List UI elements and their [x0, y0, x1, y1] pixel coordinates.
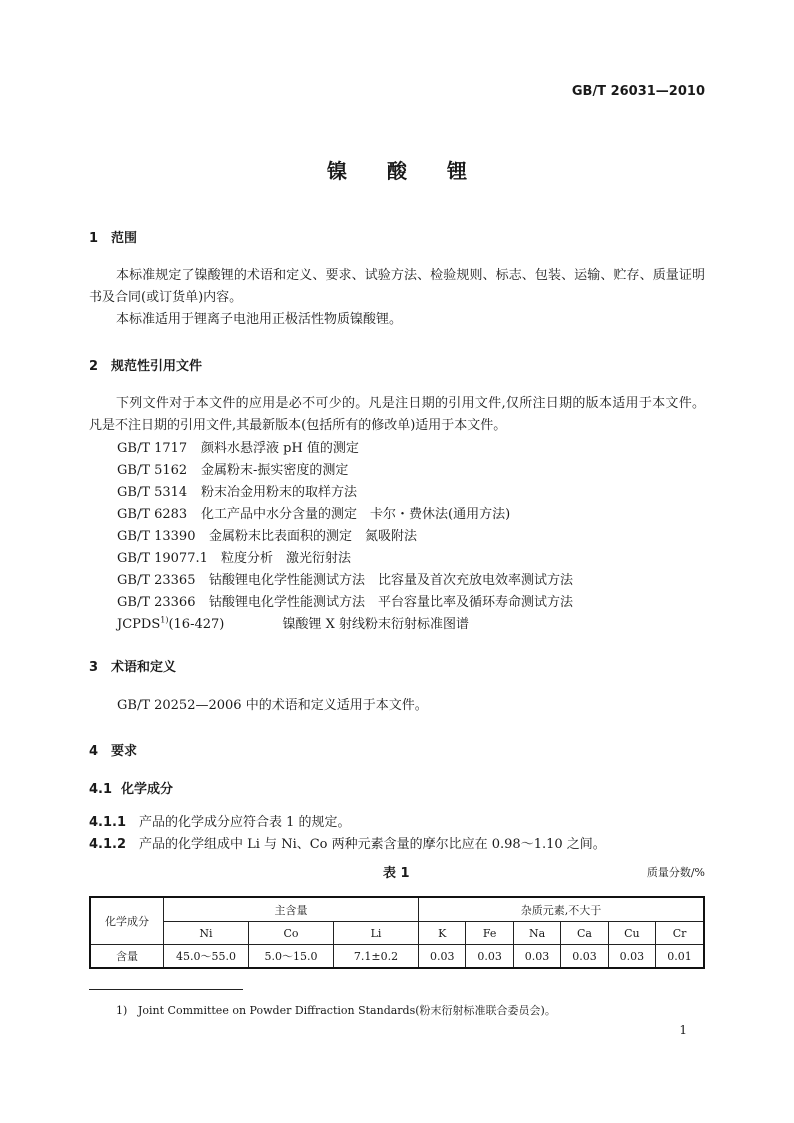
reference-title: 颜料水悬浮液 pH 值的测定 [201, 441, 359, 456]
subsection-title: 化学成分 [121, 782, 174, 797]
table-cell: 0.03 [513, 945, 560, 969]
table-col-header: Cu [608, 922, 655, 945]
section-3-heading [89, 656, 176, 675]
reference-title: 钴酸锂电化学性能测试方法 比容量及首次充放电效率测试方法 [209, 573, 574, 588]
reference-code: JCPDS [117, 617, 161, 632]
subsection-number: 4.1 [89, 782, 113, 797]
section-number: 4 [89, 744, 99, 759]
table-col-header: K [419, 922, 466, 945]
table-unit: 质量分数/% [646, 866, 705, 879]
section-2-heading [89, 355, 202, 374]
page-title: 镍酸锂 [327, 159, 507, 183]
reference-code: GB/T 23366 [117, 595, 196, 610]
section-title: 规范性引用文件 [111, 359, 203, 374]
table-group-header: 杂质元素,不大于 [419, 897, 705, 922]
section-3-body: GB/T 20252—2006 中的术语和定义适用于本文件。 [117, 698, 428, 713]
section-4-heading [89, 740, 137, 759]
section-1-body [89, 265, 705, 331]
table-col-header: Ca [561, 922, 608, 945]
reference-code: GB/T 19077.1 [117, 551, 208, 566]
table-col-header: Co [249, 922, 334, 945]
clause-number: 4.1.1 [89, 815, 127, 830]
reference-title: 钴酸锂电化学性能测试方法 平台容量比率及循环寿命测试方法 [209, 595, 574, 610]
reference-item [117, 591, 573, 610]
footnote-mark: 1) [116, 1004, 128, 1017]
table-cell: 0.01 [656, 945, 704, 969]
paragraph: 下列文件对于本文件的应用是必不可少的。凡是注日期的引用文件,仅所注日期的版本适用于本文件。凡是不注日期的引用文件,其最新版本(包括所有的修改单)适用于本文件。 [89, 396, 705, 433]
table-cell: 0.03 [561, 945, 608, 969]
footnote [116, 1002, 556, 1018]
table-cell: 0.03 [608, 945, 655, 969]
clause-text: 产品的化学成分应符合表 1 的规定。 [139, 815, 351, 830]
reference-code: GB/T 1717 [117, 441, 188, 456]
table-cell: 0.03 [419, 945, 466, 969]
reference-item [117, 481, 357, 500]
table-cell: 7.1±0.2 [334, 945, 419, 969]
table-col-header: Na [513, 922, 560, 945]
table-col-header: Ni [164, 922, 249, 945]
reference-code-suffix: (16-427) [168, 617, 225, 632]
reference-code: GB/T 5162 [117, 463, 188, 478]
clause-4-1-2 [89, 833, 606, 852]
clause-4-1-1 [89, 811, 351, 830]
reference-code: GB/T 13390 [117, 529, 196, 544]
reference-title: 粒度分析 激光衍射法 [221, 551, 352, 566]
footnote-ref: 1) [160, 615, 169, 625]
table-row-label: 含量 [90, 945, 164, 969]
section-title: 范围 [111, 231, 138, 246]
section-number: 1 [89, 231, 99, 246]
section-number: 3 [89, 660, 99, 675]
reference-code: GB/T 5314 [117, 485, 188, 500]
table-caption: 表 1 [383, 866, 410, 881]
table-col-header: Fe [466, 922, 513, 945]
table-col-header: Cr [656, 922, 704, 945]
clause-number: 4.1.2 [89, 837, 127, 852]
table-col-header: Li [334, 922, 419, 945]
reference-title: 金属粉末比表面积的测定 氮吸附法 [209, 529, 418, 544]
footnote-text: Joint Committee on Powder Diffraction Standards(粉末衍射标准联合委员会)。 [138, 1004, 556, 1017]
chemical-composition-table [89, 896, 705, 969]
reference-item [117, 437, 359, 456]
reference-code: GB/T 6283 [117, 507, 188, 522]
standard-number: GB/T 26031—2010 [571, 84, 705, 99]
reference-title: 镍酸锂 X 射线粉末衍射标准图谱 [282, 617, 469, 632]
table-row-header: 化学成分 [90, 897, 164, 945]
table-cell: 0.03 [466, 945, 513, 969]
reference-item [117, 525, 417, 544]
table-cell: 5.0～15.0 [249, 945, 334, 969]
reference-item [117, 503, 510, 522]
section-title: 术语和定义 [111, 660, 177, 675]
reference-code: GB/T 23365 [117, 573, 196, 588]
table-group-header: 主含量 [164, 897, 419, 922]
section-2-intro [89, 393, 705, 437]
reference-title: 化工产品中水分含量的测定 卡尔・费休法(通用方法) [201, 507, 511, 522]
paragraph: 本标准规定了镍酸锂的术语和定义、要求、试验方法、检验规则、标志、包装、运输、贮存、质量证明书及合同(或订货单)内容。 [89, 268, 705, 305]
subsection-4-1-heading [89, 778, 173, 797]
reference-title: 粉末冶金用粉末的取样方法 [201, 485, 358, 500]
clause-text: 产品的化学组成中 Li 与 Ni、Co 两种元素含量的摩尔比应在 0.98～1.10 之间。 [139, 837, 606, 852]
table-cell: 45.0～55.0 [164, 945, 249, 969]
reference-item [117, 569, 573, 588]
section-1-heading [89, 227, 137, 246]
page-number: 1 [679, 1023, 687, 1037]
section-number: 2 [89, 359, 99, 374]
footnote-divider [89, 989, 243, 990]
reference-item [117, 613, 469, 632]
paragraph: 本标准适用于锂离子电池用正极活性物质镍酸锂。 [116, 312, 403, 327]
reference-item [117, 547, 351, 566]
reference-title: 金属粉末-振实密度的测定 [201, 463, 349, 478]
reference-item [117, 459, 348, 478]
section-title: 要求 [111, 744, 138, 759]
